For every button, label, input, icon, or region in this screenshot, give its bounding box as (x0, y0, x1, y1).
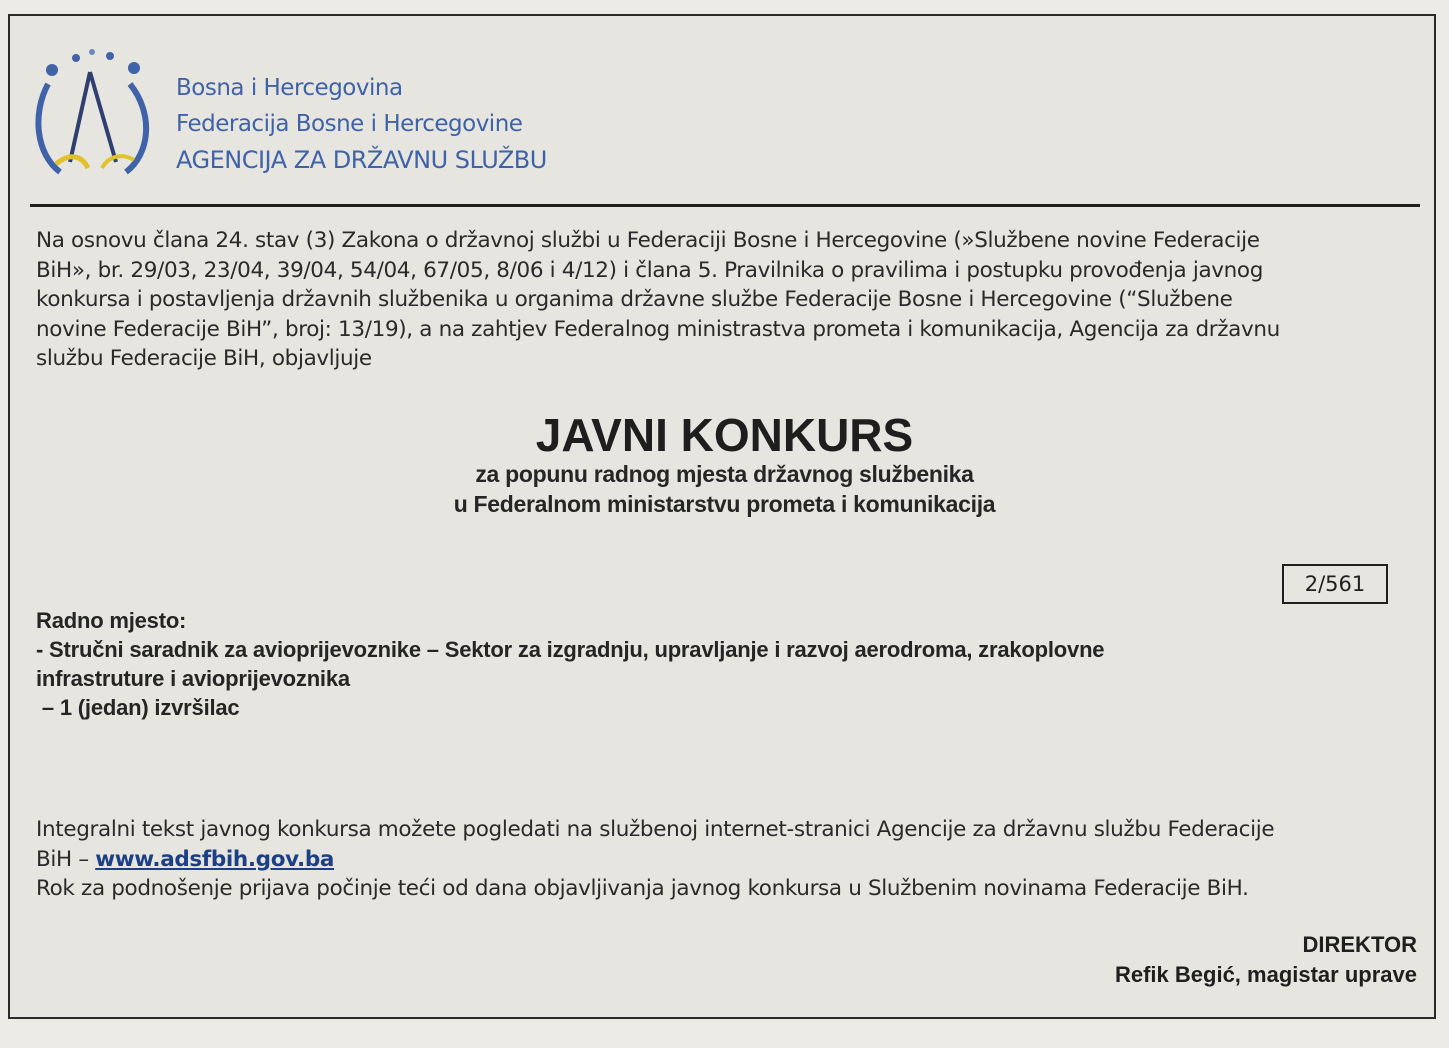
position-line: - Stručni saradnik za avioprijevoznike – Sektor za izgradnju, upravljanje i razvoj aerodroma, zrakoplovne (36, 637, 1105, 662)
agency-header (30, 44, 930, 194)
footer-paragraph (36, 815, 1416, 904)
notice-subtitle-1: za popunu radnog mjesta državnog službenika (475, 461, 974, 487)
agency-title: AGENCIJA ZA DRŽAVNU SLUŽBU (176, 146, 547, 174)
signatory-name: Refik Begić, magistar uprave (1114, 962, 1417, 987)
position-count: – 1 (jedan) izvršilac (36, 695, 240, 720)
legal-basis-paragraph (36, 226, 1416, 374)
reference-number-box: 2/561 (1282, 564, 1388, 604)
footer-line: Integralni tekst javnog konkursa možete pogledati na službenoj internet-stranici Agencije za državnu službu Federacije (36, 817, 1275, 842)
signature-block (1115, 930, 1417, 990)
job-position-section (36, 606, 1416, 722)
position-label: Radno mjesto: (36, 608, 187, 633)
signatory-title: DIREKTOR (1302, 932, 1417, 957)
federation-name: Federacija Bosne i Hercegovine (176, 111, 523, 137)
agency-logo-icon (30, 44, 160, 184)
intro-line: Na osnovu člana 24. stav (3) Zakona o državnoj službi u Federaciji Bosne i Hercegovine (»Službene novine Federacije (36, 228, 1260, 253)
intro-line: službu Federacije BiH, objavljuje (36, 346, 372, 371)
country-name: Bosna i Hercegovina (176, 75, 403, 101)
intro-line: konkursa i postavljenja državnih službenika u organima državne službe Federacije Bosne i Hercegovine (“Službene (36, 287, 1233, 312)
agency-website-link[interactable]: www.adsfbih.gov.ba (95, 846, 335, 872)
intro-line: novine Federacije BiH”, broj: 13/19), a na zahtjev Federalnog ministrastva prometa i komunikacija, Agencija za državnu (36, 316, 1280, 342)
notice-title: JAVNI KONKURS (535, 409, 914, 461)
header-divider (30, 204, 1420, 207)
footer-line (36, 845, 1416, 875)
intro-line: BiH», br. 29/03, 23/04, 39/04, 54/04, 67/05, 8/06 i 4/12) i člana 5. Pravilnika o pravilima i postupku provođenja javnog (36, 257, 1264, 283)
footer-line: Rok za podnošenje prijava počinje teći od dana objavljivanja javnog konkursa u Službenim novinama Federacije BiH. (36, 876, 1249, 901)
notice-subtitle-2: u Federalnom ministarstvu prometa i komunikacija (453, 491, 996, 517)
agency-name (176, 70, 547, 178)
footer-prefix: BiH – (36, 846, 96, 872)
position-line: infrastruture i avioprijevoznika (36, 666, 350, 691)
